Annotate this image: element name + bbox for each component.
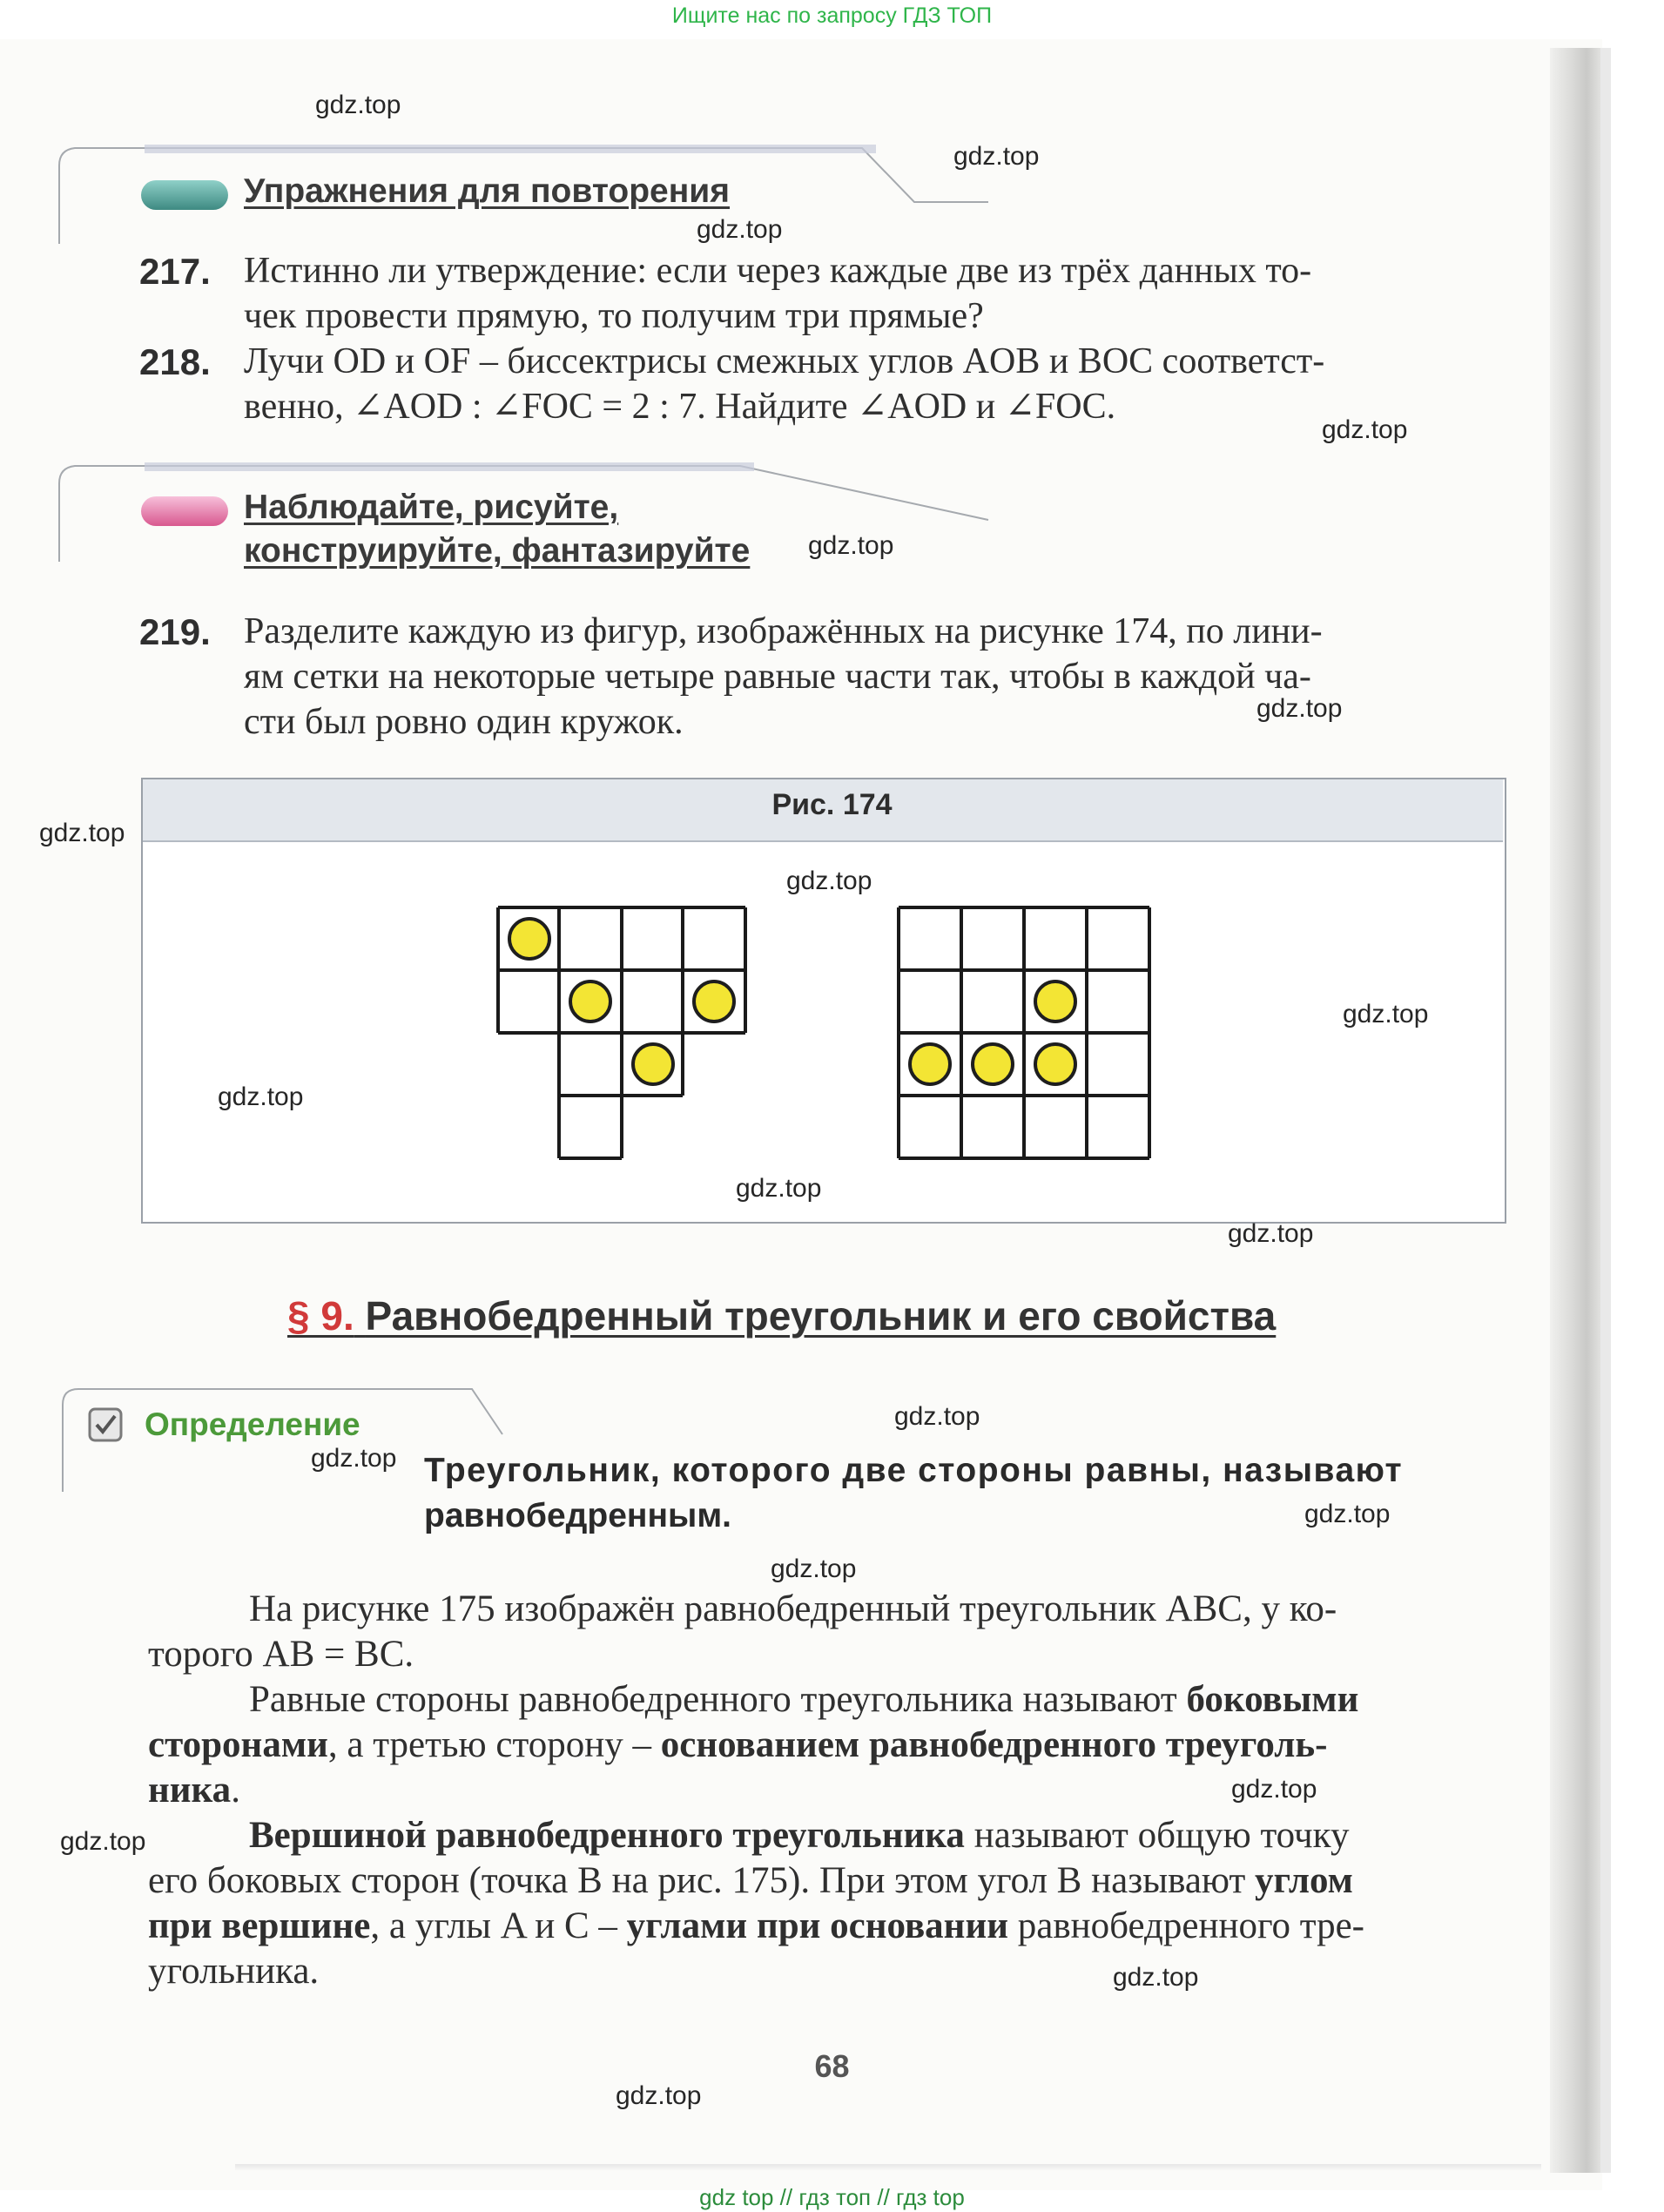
watermark: gdz.top	[311, 1444, 397, 1473]
watermark: gdz.top	[1256, 694, 1343, 723]
body-p2-term: основанием равнобедренного треуголь-	[660, 1724, 1328, 1765]
exercise-217-line-2: чек провести прямую, то получим три прямые?	[244, 296, 984, 336]
body-p3-term: углом	[1255, 1860, 1353, 1901]
definition-label: Определение	[145, 1406, 360, 1442]
body-p2-term: сторонами	[148, 1724, 328, 1765]
figure-174-caption: Рис. 174	[771, 788, 893, 821]
definition-check-icon	[87, 1406, 124, 1443]
exercise-219-line-3: сти был ровно один кружок.	[244, 702, 684, 742]
exercise-218-number: 218.	[139, 341, 211, 382]
watermark: gdz.top	[1322, 415, 1408, 444]
body-p3-line-4: угольника.	[148, 1951, 320, 1992]
exercise-218-text	[244, 339, 1498, 429]
paragraph-number: § 9.	[287, 1293, 354, 1339]
watermark: gdz.top	[953, 142, 1040, 171]
body-p1-line-2: торого AB = BC.	[148, 1634, 414, 1675]
body-p3-text: его боковых сторон (точка B на рис. 175). При этом угол B называют	[148, 1860, 1255, 1901]
circle-marker	[1035, 1044, 1075, 1084]
figure-174-right-shape	[897, 906, 1155, 1202]
definition-line-2: равнобедренным.	[424, 1497, 732, 1534]
paragraph-title: Равнобедренный треугольник и его свойства	[365, 1293, 1277, 1339]
exercise-217-number: 217.	[139, 251, 211, 292]
body-p3-text: называют общую точку	[964, 1815, 1350, 1856]
watermark: gdz.top	[218, 1082, 304, 1111]
circle-marker	[633, 1044, 673, 1084]
watermark: gdz.top	[894, 1402, 980, 1431]
watermark: gdz.top	[808, 531, 894, 560]
review-section-title: Упражнения для повторения	[244, 172, 731, 210]
body-p2-text: Равные стороны равнобедренного треугольника называют	[249, 1679, 1187, 1720]
body-p2-text: .	[231, 1770, 240, 1811]
circle-marker	[570, 981, 610, 1022]
draw-section-title-line-2: конструируйте, фантазируйте	[244, 532, 751, 570]
figure-174-left-shape	[496, 906, 749, 1202]
circle-marker	[910, 1044, 950, 1084]
draw-section-marker	[141, 496, 228, 526]
body-p3-line-2	[148, 1858, 1515, 1904]
footer-links[interactable]: gdz top // гдз топ // гдз top	[699, 2184, 965, 2210]
watermark: gdz.top	[315, 91, 401, 119]
body-p2-line-2	[148, 1723, 1515, 1768]
watermark: gdz.top	[771, 1554, 857, 1583]
body-p2-term: ника	[148, 1770, 232, 1811]
watermark: gdz.top	[1343, 1000, 1429, 1028]
page-binding-shadow	[1550, 48, 1602, 2173]
body-p3-text: , а углы A и C –	[370, 1905, 627, 1946]
body-p2-line-1	[148, 1677, 1515, 1723]
exercise-219-text	[244, 609, 1506, 745]
body-p3-term: Вершиной равнобедренного треугольника	[249, 1815, 965, 1856]
figure-174-frame	[141, 778, 1506, 1224]
watermark: gdz.top	[39, 819, 125, 847]
body-p3-term: при вершине	[148, 1905, 371, 1946]
body-p3-term: углами при основании	[626, 1905, 1008, 1946]
exercise-219-line-1: Разделите каждую из фигур, изображённых на рисунке 174, по лини-	[244, 611, 1323, 651]
circle-marker	[694, 981, 734, 1022]
watermark: gdz.top	[1231, 1775, 1317, 1804]
watermark: gdz.top	[736, 1174, 822, 1203]
exercise-218-line-2: венно, ∠AOD : ∠FOC = 2 : 7. Найдите ∠AOD и ∠FOC.	[244, 387, 1116, 427]
draw-section-title-line-1: Наблюдайте, рисуйте,	[244, 489, 619, 526]
exercise-219-number: 219.	[139, 611, 211, 652]
circle-marker	[1035, 981, 1075, 1022]
exercise-217-line-1: Истинно ли утверждение: если через каждые две из трёх данных то-	[244, 251, 1312, 291]
body-p2-term: боковыми	[1186, 1679, 1359, 1720]
body-p2-text: , а третью сторону –	[327, 1724, 661, 1765]
search-banner[interactable]: Ищите нас по запросу ГДЗ ТОП	[671, 3, 993, 28]
definition-line-1: Треугольник, которого две стороны равны, называют	[424, 1452, 1404, 1489]
review-section-marker	[141, 180, 228, 210]
body-p3-line-3	[148, 1904, 1515, 1949]
watermark: gdz.top	[1228, 1219, 1314, 1248]
watermark: gdz.top	[60, 1827, 146, 1856]
body-p3-text: равнобедренного тре-	[1008, 1905, 1365, 1946]
exercise-217-text	[244, 248, 1498, 339]
page-binding-edge	[1600, 48, 1611, 2173]
watermark: gdz.top	[697, 215, 783, 244]
paragraph-heading	[287, 1292, 1276, 1339]
circle-marker	[509, 919, 549, 959]
exercise-219-line-2: ям сетки на некоторые четыре равные части так, чтобы в каждой ча-	[244, 657, 1311, 697]
exercise-218-line-1: Лучи OD и OF – биссектрисы смежных углов AOB и BOC соответст-	[244, 341, 1325, 381]
body-p3-line-1	[148, 1813, 1515, 1858]
watermark: gdz.top	[786, 867, 872, 895]
body-p1-line-1: На рисунке 175 изображён равнобедренный треугольник ABC, у ко-	[249, 1588, 1337, 1629]
watermark: gdz.top	[616, 2081, 702, 2110]
page-number: 68	[814, 2048, 850, 2084]
watermark: gdz.top	[1113, 1963, 1199, 1992]
circle-marker	[973, 1044, 1013, 1084]
page-bottom-shadow	[235, 2164, 1541, 2171]
watermark: gdz.top	[1304, 1500, 1391, 1528]
